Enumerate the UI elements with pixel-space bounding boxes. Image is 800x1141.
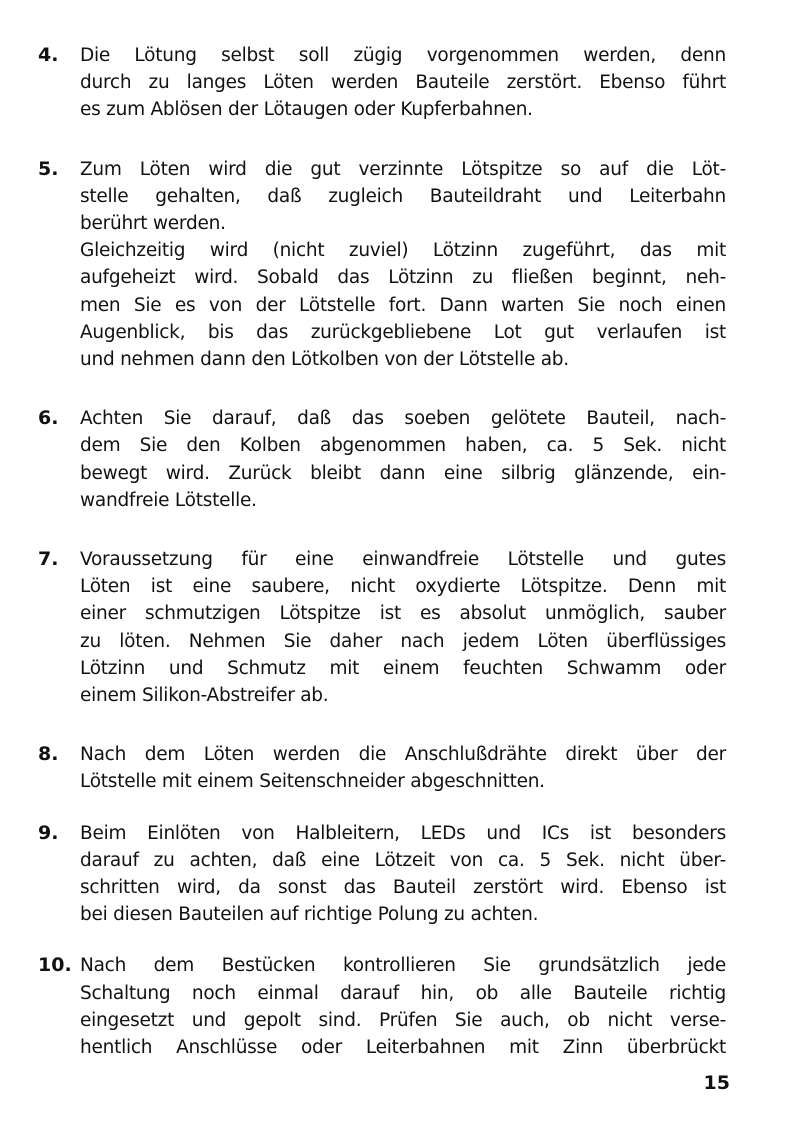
text-line: stelle gehalten, daß zugleich Bauteildraht und Leiterbahn [80,185,726,207]
list-item-7 [38,546,738,709]
page-number: 15 [703,1072,730,1094]
text-line: Zum Löten wird die gut verzinnte Lötspitze so auf die Löt- [80,158,726,180]
item-number: 9. [38,821,59,844]
list-item-5 [38,156,738,374]
item-text [80,42,726,124]
text-line: Schaltung noch einmal darauf hin, ob alle Bauteile richtig [80,982,726,1004]
text-line: einem Silikon-Abstreifer ab. [80,685,329,707]
text-line: es zum Ablösen der Lötaugen oder Kupferbahnen. [80,99,533,121]
item-text [80,405,726,514]
text-line: Gleichzeitig wird (nicht zuviel) Lötzinn zugeführt, das mit [80,240,726,262]
text-line: durch zu langes Löten werden Bauteile zerstört. Ebenso führt [80,72,726,94]
list-item-9 [38,820,738,929]
item-number: 4. [38,44,59,66]
text-line: bewegt wird. Zurück bleibt dann eine silbrig glänzende, ein- [80,462,726,484]
text-line: bei diesen Bauteilen auf richtige Polung zu achten. [80,904,539,926]
text-line: Beim Einlöten von Halbleitern, LEDs und ICs ist besonders [80,822,726,844]
text-line: zu löten. Nehmen Sie daher nach jedem Löten überflüssiges [80,630,726,652]
text-line: Voraussetzung für eine einwandfreie Lötstelle und gutes [80,549,726,571]
item-number: 10. [38,954,72,977]
text-line: Die Lötung selbst soll zügig vorgenommen werden, denn [80,45,726,66]
item-text [80,741,726,795]
text-line: men Sie es von der Lötstelle fort. Dann warten Sie noch einen [80,294,726,316]
item-number: 5. [38,157,59,180]
text-line: darauf zu achten, daß eine Lötzeit von ca. 5 Sek. nicht über- [80,849,726,871]
item-text [80,820,726,929]
text-line: aufgeheizt wird. Sobald das Lötzinn zu fließen beginnt, neh- [80,267,726,289]
text-line: Nach dem Bestücken kontrollieren Sie grundsätzlich jede [80,955,726,977]
text-line: einer schmutzigen Lötspitze ist es absolut unmöglich, sauber [80,603,726,625]
text-line: wandfreie Lötstelle. [80,489,257,511]
text-line: und nehmen dann den Lötkolben von der Lötstelle ab. [80,349,569,371]
text-line: berührt werden. [80,213,226,235]
text-line: Löten ist eine saubere, nicht oxydierte Lötspitze. Denn mit [80,576,726,598]
text-line: schritten wird, da sonst das Bauteil zerstört wird. Ebenso ist [80,877,726,899]
text-line: eingesetzt und gepolt sind. Prüfen Sie auch, ob nicht verse- [80,1009,726,1031]
item-text [80,546,726,709]
item-number: 8. [38,743,59,766]
list-item-4 [38,42,738,124]
instruction-list [38,42,738,1061]
text-line: Augenblick, bis das zurückgebliebene Lot gut verlaufen ist [80,321,726,343]
list-item-8 [38,741,738,795]
list-item-6 [38,405,738,514]
list-item-10 [38,952,738,1061]
text-line: hentlich Anschlüsse oder Leiterbahnen mit Zinn überbrückt [80,1037,726,1059]
text-line: Lötstelle mit einem Seitenschneider abgeschnitten. [80,771,545,793]
text-line: Nach dem Löten werden die Anschlußdrähte direkt über der [80,744,726,766]
item-text [80,952,726,1061]
text-line: Lötzinn und Schmutz mit einem feuchten Schwamm oder [80,657,726,679]
item-number: 6. [38,407,59,430]
text-line: dem Sie den Kolben abgenommen haben, ca. 5 Sek. nicht [80,435,726,457]
item-text [80,156,726,374]
text-line: Achten Sie darauf, daß das soeben gelötete Bauteil, nach- [80,408,726,430]
item-number: 7. [38,548,59,571]
